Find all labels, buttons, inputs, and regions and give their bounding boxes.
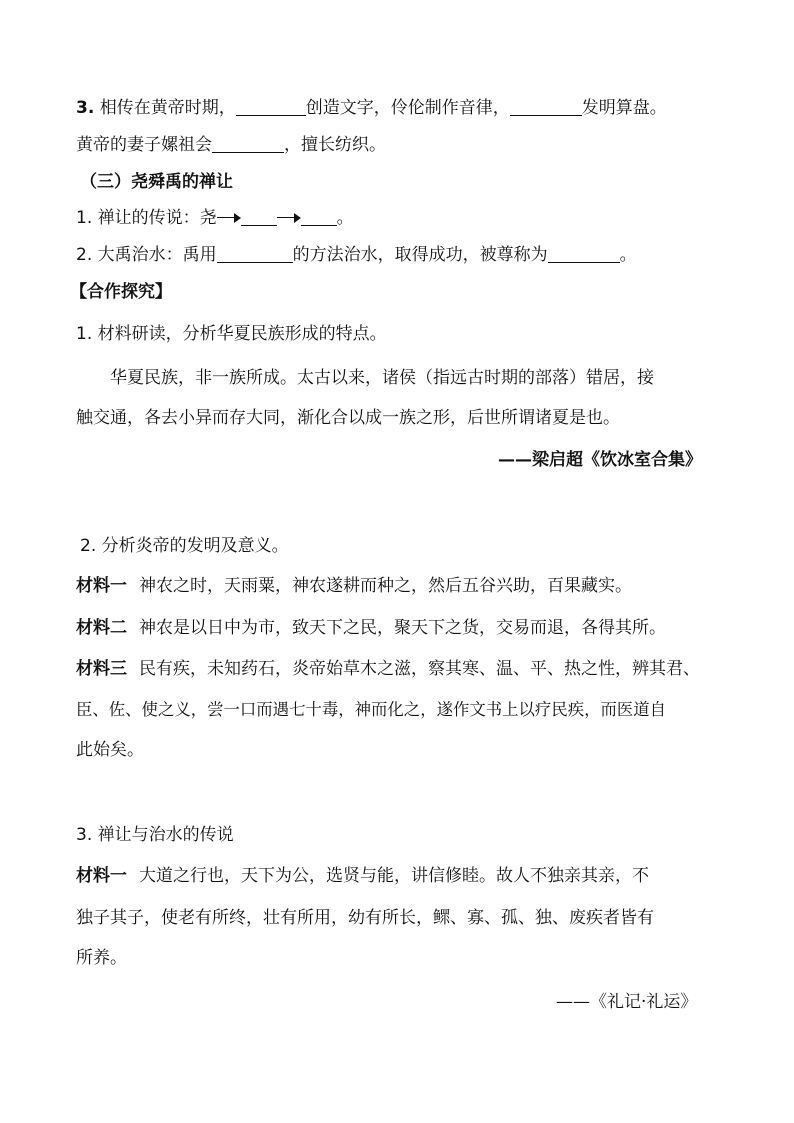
arrow-icon	[277, 211, 301, 225]
blank-yu-title[interactable]	[548, 245, 620, 263]
q2-material-3-line-3: 此始矣。	[76, 740, 144, 760]
material-2-text: 神农是以日中为市，致天下之民，聚天下之货，交易而退，各得其所。	[139, 618, 666, 638]
q3-material-1-line-2: 独子其子，使老有所终，壮有所用，幼有所长，鳏、寡、孤、独、废疾者皆有	[76, 908, 654, 928]
item1-end: 。	[336, 208, 354, 228]
blank-inventor-writing[interactable]	[236, 98, 306, 116]
blank-flood-method[interactable]	[217, 245, 293, 263]
blank-inventor-abacus[interactable]	[510, 98, 582, 116]
inquiry-q3: 3. 禅让与治水的传说	[76, 825, 234, 845]
inquiry-q2: 2. 分析炎帝的发明及意义。	[80, 536, 289, 556]
material-2-label: 材料二	[76, 618, 127, 638]
abdication-item-2	[76, 243, 637, 267]
item1-start: 尧	[199, 208, 217, 228]
material-1-label: 材料一	[76, 576, 127, 596]
q3-number: 3.	[76, 98, 95, 118]
item2-text-c: 。	[619, 245, 637, 265]
q3-material-1-text-1: 大道之行也，天下为公，选贤与能，讲信修睦。故人不独亲其亲，不	[139, 866, 649, 886]
q3-material-1-line-3: 所养。	[76, 948, 127, 968]
item1-label: 1. 禅让的传说：	[76, 208, 200, 228]
section-heading-abdication: （三）尧舜禹的禅让	[80, 172, 233, 192]
q1-material-line-2: 触交通，各去小异而存大同，渐化合以成一族之形，后世所谓诸夏是也。	[76, 408, 620, 428]
section-heading-cooperative-inquiry: 【合作探究】	[70, 282, 172, 302]
q3-material-1-line-1	[76, 864, 649, 888]
abdication-item-1	[76, 206, 354, 230]
q2-material-2	[76, 616, 666, 640]
q1-material-line-1: 华夏民族，非一族所成。太古以来，诸侯（指远古时期的部落）错居，接	[110, 368, 654, 388]
arrow-icon	[217, 211, 241, 225]
q3-line2-text-b: ，擅长纺织。	[284, 135, 386, 155]
q3-line-2	[76, 133, 386, 157]
material-1-text: 神农之时，天雨粟，神农遂耕而种之，然后五谷兴助，百果藏实。	[139, 576, 632, 596]
blank-successor-1[interactable]	[241, 208, 277, 226]
q2-material-3-line-1	[76, 657, 700, 681]
q2-material-3-line-2: 臣、佐、使之义，尝一口而遇七十毒，神而化之，遂作文书上以疗民疾，而医道自	[76, 700, 667, 719]
inquiry-q1: 1. 材料研读，分析华夏民族形成的特点。	[76, 324, 387, 344]
material-3-label: 材料三	[76, 659, 127, 679]
material-3-text-1: 民有疾，未知药石，炎帝始草木之滋，察其寒、温、平、热之性，辨其君、	[139, 659, 700, 679]
q3-text-a: 相传在黄帝时期，	[94, 98, 236, 118]
q3-line-1	[76, 96, 667, 120]
blank-successor-2[interactable]	[301, 208, 337, 226]
blank-leizu-skill[interactable]	[212, 135, 284, 153]
item2-text-a: 2. 大禹治水：禹用	[76, 245, 217, 265]
q3-text-c: 发明算盘。	[581, 98, 667, 118]
q2-material-1	[76, 574, 632, 598]
item2-text-b: 的方法治水，取得成功，被尊称为	[292, 245, 548, 265]
q3-material-1-source: ——《礼记·礼运》	[556, 992, 698, 1012]
q3-line2-text-a: 黄帝的妻子嫘祖会	[76, 135, 212, 155]
q3-text-b: 创造文字，伶伦制作音律，	[305, 98, 510, 118]
q3-material-1-label: 材料一	[76, 866, 127, 886]
q1-source: ——梁启超《饮冰室合集》	[498, 450, 702, 470]
